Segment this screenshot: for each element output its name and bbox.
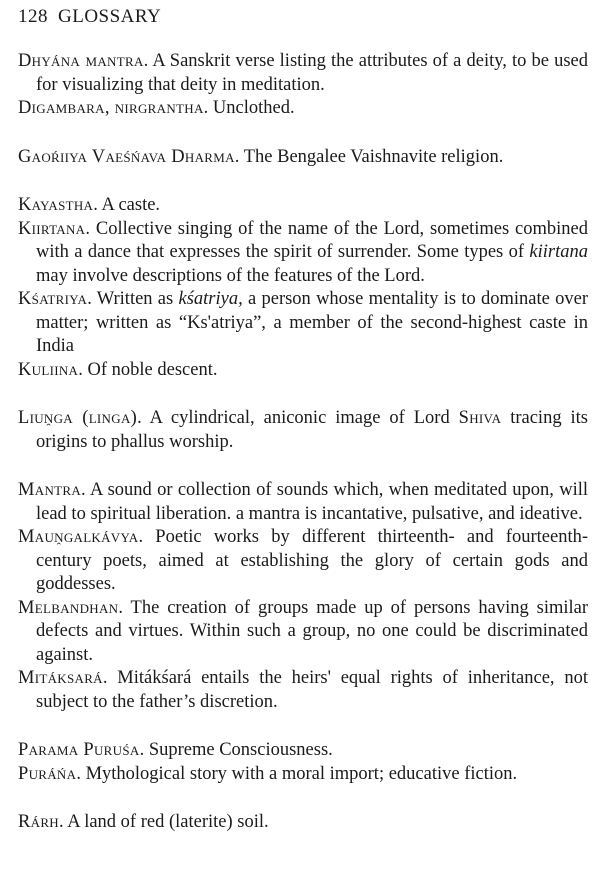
glossary-entry-kiirtana [18, 218, 588, 289]
glossary-entry-kayastha [18, 194, 588, 218]
glossary-entry-melbandhan [18, 597, 588, 668]
entry-definition: . A cylindrical, aniconic image of Lord [137, 408, 459, 428]
glossary-entry-gaorhiya-vaeshnava-dharma [18, 146, 588, 170]
entry-definition-cont: tracing its origins to phallus worship. [36, 408, 589, 452]
glossary-entry-kuliina [18, 359, 588, 383]
entry-term: Puráńa [18, 763, 77, 784]
entry-small-caps-name: Shiva [458, 408, 502, 428]
entry-definition: . A caste. [93, 195, 161, 215]
glossary-group-m [18, 479, 588, 714]
glossary-entries [18, 50, 588, 835]
entry-term: Kśatriya [18, 289, 88, 309]
entry-term: Kuliina [18, 359, 79, 380]
glossary-group-d [18, 50, 588, 121]
glossary-entry-ksatriya [18, 288, 588, 359]
glossary-entry-rarh [18, 811, 588, 835]
entry-term: Kiirtana [18, 218, 86, 239]
entry-term: Mauṋgalkávya [18, 527, 139, 547]
glossary-group-p [18, 739, 588, 786]
glossary-entry-digambara [18, 97, 588, 121]
glossary-group-k [18, 194, 588, 382]
entry-definition: . A land of red (laterite) soil. [59, 812, 269, 832]
entry-definition: . Of noble descent. [78, 359, 218, 380]
glossary-entry-liunga [18, 407, 588, 454]
entry-term: Kayastha [18, 195, 94, 215]
entry-definition: . Unclothed. [203, 98, 295, 118]
running-head [18, 6, 161, 28]
entry-term: Rárh [18, 812, 59, 832]
glossary-group-g [18, 146, 588, 170]
glossary-entry-mantra [18, 479, 588, 526]
entry-term: Liuṋga (linga) [18, 408, 138, 428]
entry-term: Mantra [18, 480, 82, 500]
entry-term: Mitáksará [18, 668, 103, 688]
entry-definition: . Mitákśará entails the heirs' equal rights of inheritance, not subject to the father’s discretion. [36, 668, 588, 712]
glossary-entry-purana [18, 763, 588, 787]
entry-definition: . A Sanskrit verse listing the attributes of a deity, to be used for visualizing that deity in meditation. [36, 51, 588, 95]
entry-term: Digambara, nirgrantha [18, 98, 204, 118]
entry-definition: . Supreme Consciousness. [139, 740, 333, 760]
entry-definition: . Written as [87, 289, 179, 309]
entry-term: Gaoŕiiya Vaeśńava Dharma [18, 146, 235, 167]
entry-definition: . The creation of groups made up of persons having similar defects and virtues. Within such a group, no one could be discriminated against. [36, 597, 588, 665]
glossary-group-l [18, 407, 588, 454]
page-title: GLOSSARY [58, 6, 162, 27]
entry-definition: . Mythological story with a moral import; educative fiction. [76, 763, 518, 784]
entry-term: Parama Puruśa [18, 740, 140, 760]
entry-definition: . A sound or collection of sounds which, when meditated upon, will lead to spiritual liberation. a mantra is incantative, pulsative, and ideative. [36, 480, 588, 524]
entry-term: Dhyána mantra [18, 51, 144, 71]
glossary-entry-dhyana-mantra [18, 50, 588, 97]
glossary-entry-parama-purusa [18, 739, 588, 763]
entry-definition-cont: may involve descriptions of the features of the Lord. [36, 265, 425, 286]
entry-definition: . The Bengalee Vaishnavite religion. [234, 146, 504, 167]
glossary-entry-maungalkavya [18, 526, 588, 597]
entry-definition-cont: a person whose mentality is to dominate over matter; written as “Ks'atriya”, a member of the second-highest caste in India [36, 289, 589, 356]
page-number: 128 [18, 6, 48, 27]
entry-definition: . Poetic works by different thirteenth- and fourteenth-century poets, aimed at establishing the glory of certain gods and goddesses. [36, 527, 588, 594]
entry-term: Melbandhan [18, 597, 119, 618]
entry-italic-term: kiirtana [529, 242, 588, 262]
glossary-entry-mitaksara [18, 667, 588, 714]
entry-italic-term: kśatriya, [178, 289, 243, 309]
entry-definition: . Collective singing of the name of the Lord, sometimes combined with a dance that expresses the spirit of surrender. Some types of [36, 218, 588, 262]
glossary-group-r [18, 811, 588, 835]
